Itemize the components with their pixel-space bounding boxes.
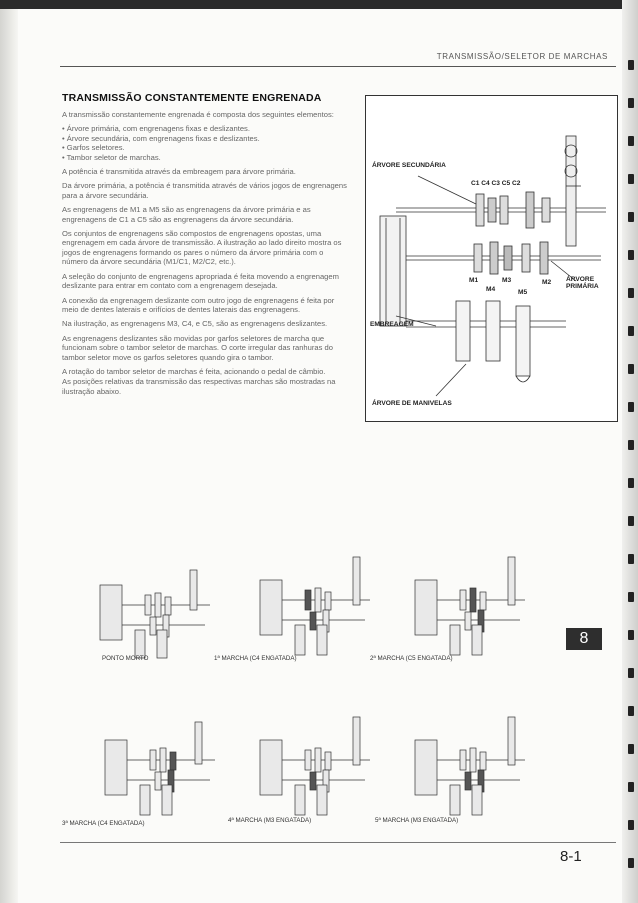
transmission-diagram <box>365 95 618 422</box>
binder-hole <box>628 592 634 602</box>
binder-hole <box>628 668 634 678</box>
list-item: • Árvore secundária, com engrenagens fixas e deslizantes. <box>62 134 349 143</box>
caption-first-gear: 1ª MARCHA (C4 ENGATADA) <box>214 655 297 662</box>
chapter-tab: 8 <box>566 628 602 650</box>
paragraph: As engrenagens deslizantes são movidas por garfos seletores de marcha que funcionam sobre o tambor seletor de marchas. O corte irregular das ranhuras do tambor seletor move os garfos seletores quando gira o tambor. <box>62 333 333 362</box>
scan-top-edge <box>0 0 638 9</box>
binder-hole <box>628 288 634 298</box>
caption-second-gear: 2ª MARCHA (C5 ENGATADA) <box>370 655 453 662</box>
clutch-body <box>380 216 406 326</box>
binder-hole <box>628 174 634 184</box>
paragraph: A potência é transmitida através da embreagem para árvore primária. <box>62 167 296 177</box>
binder-hole <box>628 516 634 526</box>
binder-hole <box>628 402 634 412</box>
clutch-label: EMBREAGEM <box>370 321 414 328</box>
paragraph: A conexão da engrenagem deslizante com outro jogo de engrenagens é feita por meio de dentes laterais e orifícios de dentes laterais das engrenagens. <box>62 295 335 314</box>
paragraph: Da árvore primária, a potência é transmitida através de vários jogos de engrenagens para a árvore secundária. <box>62 181 347 200</box>
m1-label: M1 <box>469 277 479 284</box>
binder-hole <box>628 820 634 830</box>
binder-hole <box>628 326 634 336</box>
secondary-shaft-label: ÁRVORE SECUNDÁRIA <box>372 162 446 169</box>
fifth-gear-diagram <box>410 715 530 820</box>
running-header: TRANSMISSÃO/SELETOR DE MARCHAS <box>436 52 608 61</box>
paragraph: A seleção do conjunto de engrenagens apropriada é feita movendo a engrenagem deslizante para entrar em contato com a engrenagem desejada. <box>62 271 339 291</box>
binder-hole <box>628 136 634 146</box>
binder-hole <box>628 554 634 564</box>
c-gears-label: C1 C4 C3 C5 C2 <box>471 180 521 187</box>
binder-hole <box>628 478 634 488</box>
caption-neutral: PONTO MORTO <box>102 655 149 662</box>
component-list <box>62 124 349 162</box>
body-text <box>62 110 349 401</box>
caption-third-gear: 3ª MARCHA (C4 ENGATADA) <box>62 820 145 827</box>
primary-shaft-label: ÁRVORE PRIMÁRIA <box>566 276 599 290</box>
list-item: • Árvore primária, com engrenagens fixas e deslizantes. <box>62 124 349 133</box>
first-gear-diagram <box>255 555 375 660</box>
header-rule <box>60 66 616 67</box>
section-title: TRANSMISSÃO CONSTANTEMENTE ENGRENADA <box>62 92 322 104</box>
m4-label: M4 <box>486 286 496 293</box>
paragraph: Na ilustração, as engrenagens M3, C4, e C5, são as engrenagens deslizantes. <box>62 319 328 329</box>
paragraph: A rotação do tambor seletor de marchas é feita, acionando o pedal de câmbio. <box>62 366 326 376</box>
binder-hole <box>628 98 634 108</box>
binder-hole <box>628 782 634 792</box>
binder-hole <box>628 744 634 754</box>
fourth-gear-diagram <box>255 715 375 820</box>
binder-hole <box>628 364 634 374</box>
paragraph: A transmissão constantemente engrenada é composta dos seguintes elementos: <box>62 110 334 119</box>
page-spine-shadow <box>0 9 18 903</box>
m2-label: M2 <box>542 279 552 286</box>
binder-hole <box>628 706 634 716</box>
paragraph: Os conjuntos de engrenagens são compostos de engrenagens opostas, uma engrenagem em cada árvore de transmissão. A ilustração ao lado direito mostra os jogos de engrenagens formando os pares o número da árvore primária com o número da árvore secundária (M1/C1, M2/C2, etc.). <box>62 229 342 267</box>
footer-rule <box>60 842 616 843</box>
caption-fifth-gear: 5ª MARCHA (M3 ENGATADA) <box>375 817 459 824</box>
binder-hole <box>628 212 634 222</box>
caption-fourth-gear: 4ª MARCHA (M3 ENGATADA) <box>228 817 312 824</box>
list-item: • Tambor seletor de marchas. <box>62 153 349 162</box>
binder-hole <box>628 440 634 450</box>
page-number: 8-1 <box>560 848 582 865</box>
second-gear-diagram <box>410 555 530 660</box>
crankshaft-label: ÁRVORE DE MANIVELAS <box>372 400 452 407</box>
binder-hole <box>628 858 634 868</box>
neutral-diagram <box>95 565 215 660</box>
third-gear-diagram <box>100 720 220 820</box>
binder-hole <box>628 250 634 260</box>
transmission-drawing <box>366 96 617 421</box>
list-item: • Garfos seletores. <box>62 143 349 152</box>
paragraph: As posições relativas da transmissão das respectivas marchas são mostradas na ilustração abaixo. <box>62 377 336 396</box>
binder-hole <box>628 60 634 70</box>
binder-edge <box>622 0 638 903</box>
binder-hole <box>628 630 634 640</box>
m3-label: M3 <box>502 277 512 284</box>
m5-label: M5 <box>518 289 528 296</box>
paragraph: As engrenagens de M1 a M5 são as engrenagens da árvore primária e as engrenagens de C1 a C5 são as engrenagens da árvore secundária. <box>62 205 311 224</box>
